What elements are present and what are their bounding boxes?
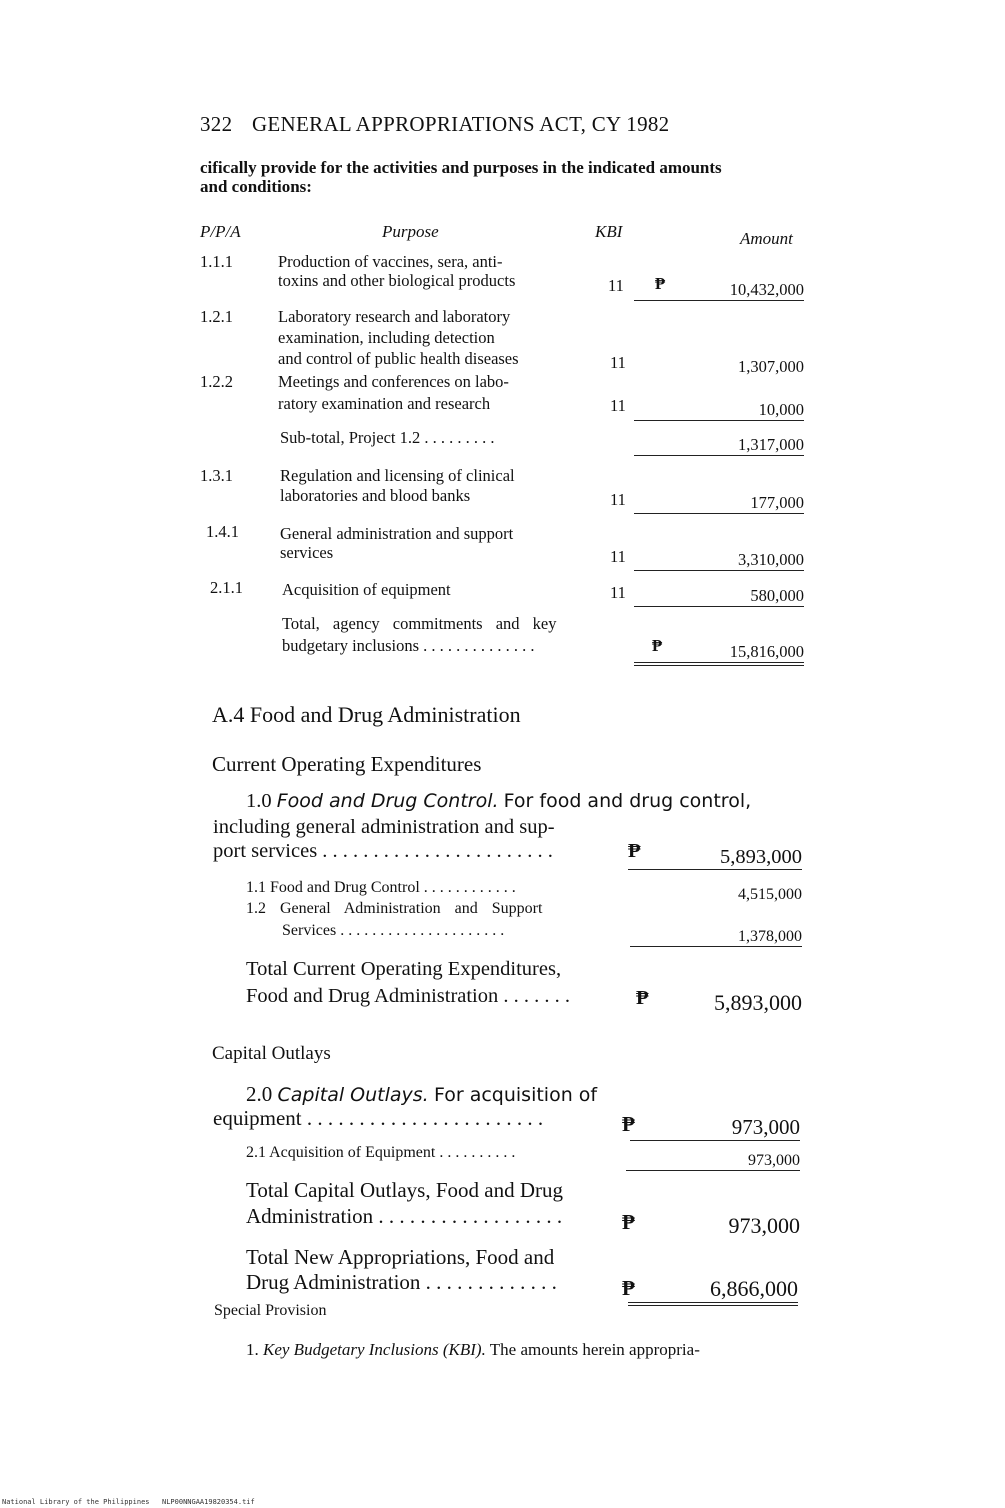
row-ppa: 1.2.2 bbox=[200, 372, 233, 391]
peso-sign: ₱ bbox=[636, 987, 649, 1009]
row-ppa: 1.1.1 bbox=[200, 252, 233, 271]
sub-2-1-amount: 973,000 bbox=[626, 1152, 800, 1171]
item-title: Food and Drug Control. bbox=[276, 790, 499, 812]
row-ppa: 2.1.1 bbox=[210, 578, 243, 597]
sub-1-2-label: 1.2 General Administration and Support bbox=[246, 900, 543, 917]
row-amount: 177,000 bbox=[634, 493, 804, 514]
subtotal-amount: 1,317,000 bbox=[634, 435, 804, 456]
item-2-line-2: equipment . . . . . . . . . . . . . . . . . . . . . . . bbox=[213, 1106, 544, 1130]
row-amount: 3,310,000 bbox=[634, 550, 804, 571]
row-purpose-line: ratory examination and research bbox=[278, 394, 491, 413]
row-ppa: 1.4.1 bbox=[206, 522, 239, 541]
capital-heading: Capital Outlays bbox=[212, 1043, 331, 1064]
item-number: 2.0 bbox=[246, 1082, 273, 1106]
total-amount: 15,816,000 bbox=[634, 642, 804, 666]
section-title: A.4 Food and Drug Administration bbox=[212, 702, 521, 727]
row-purpose-line: and control of public health diseases bbox=[278, 349, 519, 368]
item-text: The amounts herein appropria- bbox=[489, 1340, 700, 1359]
special-provision-heading: Special Provision bbox=[214, 1302, 327, 1319]
total-current-label: Food and Drug Administration . . . . . . . bbox=[246, 985, 571, 1007]
total-current-amount: 5,893,000 bbox=[714, 990, 802, 1015]
peso-sign: ₱ bbox=[628, 840, 641, 862]
item-number: 1. bbox=[246, 1340, 259, 1359]
row-kbi: 11 bbox=[610, 583, 626, 602]
page-header bbox=[200, 112, 670, 137]
sub-1-2-amount: 1,378,000 bbox=[630, 928, 802, 947]
row-purpose-line: services bbox=[280, 543, 334, 562]
item-1-line-2: including general administration and sup- bbox=[213, 816, 555, 838]
item-title: Key Budgetary Inclusions (KBI). bbox=[263, 1340, 486, 1359]
total-current-label: Total Current Operating Expenditures, bbox=[246, 958, 562, 980]
intro-line-1: cifically provide for the activities and purposes in the indicated amounts bbox=[200, 158, 722, 177]
item-1-amount: 5,893,000 bbox=[628, 846, 802, 870]
peso-sign: ₱ bbox=[652, 636, 663, 655]
row-purpose-line: laboratories and blood banks bbox=[280, 486, 471, 505]
current-heading: Current Operating Expenditures bbox=[212, 752, 482, 776]
sub-1-1-label: 1.1 Food and Drug Control . . . . . . . . . . . . bbox=[246, 879, 516, 896]
row-kbi: 11 bbox=[610, 547, 626, 566]
row-kbi: 11 bbox=[610, 396, 626, 415]
header-amount: Amount bbox=[740, 229, 793, 248]
row-ppa: 1.2.1 bbox=[200, 307, 233, 326]
row-kbi: 11 bbox=[610, 490, 626, 509]
header-kbi: KBI bbox=[595, 222, 623, 241]
intro-line-2: and conditions: bbox=[200, 177, 312, 196]
total-label-line bbox=[282, 614, 627, 634]
total-capital-amount: 973,000 bbox=[728, 1213, 800, 1238]
row-purpose-line: Production of vaccines, sera, anti- bbox=[278, 252, 503, 271]
grand-total-label: Total New Appropriations, Food and bbox=[246, 1245, 555, 1269]
item-title: Capital Outlays. bbox=[277, 1084, 429, 1106]
row-kbi: 11 bbox=[608, 276, 624, 295]
document-title: GENERAL APPROPRIATIONS ACT, CY 1982 bbox=[251, 112, 670, 136]
header-ppa: P/P/A bbox=[200, 222, 241, 241]
total-label-text: Total, agency commitments and key bbox=[282, 614, 557, 633]
row-purpose-line: Acquisition of equipment bbox=[282, 580, 451, 599]
item-number: 1.0 bbox=[246, 790, 272, 812]
header-purpose: Purpose bbox=[382, 222, 439, 241]
item-desc: For acquisition of bbox=[433, 1084, 598, 1106]
peso-sign: ₱ bbox=[622, 1210, 635, 1234]
subtotal-label: Sub-total, Project 1.2 . . . . . . . . . bbox=[280, 428, 495, 447]
sub-1-2-label: Services . . . . . . . . . . . . . . . . . . . . . bbox=[282, 922, 505, 939]
footer-file-id: NLP00NNGAA19820354.tif bbox=[162, 1498, 255, 1506]
item-desc: For food and drug control, bbox=[503, 790, 752, 812]
total-label-line: budgetary inclusions . . . . . . . . . . . . . . bbox=[282, 636, 535, 655]
peso-sign: ₱ bbox=[622, 1276, 635, 1300]
row-purpose-line: Regulation and licensing of clinical bbox=[280, 466, 515, 485]
grand-total-amount: 6,866,000 bbox=[628, 1276, 798, 1306]
item-1-line-1 bbox=[246, 790, 751, 813]
peso-sign: ₱ bbox=[655, 274, 666, 293]
sub-2-1-label: 2.1 Acquisition of Equipment . . . . . . . . . . bbox=[246, 1144, 516, 1161]
row-purpose-line: Meetings and conferences on labo- bbox=[278, 372, 509, 391]
row-amount: 580,000 bbox=[634, 586, 804, 607]
row-amount: 10,432,000 bbox=[634, 280, 804, 301]
item-1-line-3: port services . . . . . . . . . . . . . . . . . . . . . . . bbox=[213, 840, 553, 862]
grand-total-label: Drug Administration . . . . . . . . . . . . . bbox=[246, 1270, 557, 1294]
sub-1-1-amount: 4,515,000 bbox=[738, 886, 802, 903]
row-amount: 1,307,000 bbox=[738, 357, 804, 376]
item-2-amount: 973,000 bbox=[630, 1115, 800, 1141]
row-purpose-line: examination, including detection bbox=[278, 328, 495, 347]
total-capital-label: Administration . . . . . . . . . . . . . . . . . . bbox=[246, 1204, 563, 1228]
footer-library: National Library of the Philippines bbox=[2, 1498, 150, 1506]
row-ppa: 1.3.1 bbox=[200, 466, 233, 485]
item-2-line-1 bbox=[246, 1082, 597, 1107]
row-purpose-line: Laboratory research and laboratory bbox=[278, 307, 511, 326]
row-purpose-line: General administration and support bbox=[280, 524, 514, 543]
peso-sign: ₱ bbox=[622, 1112, 635, 1136]
special-provision-item bbox=[246, 1340, 700, 1360]
row-amount: 10,000 bbox=[634, 400, 804, 421]
total-capital-label: Total Capital Outlays, Food and Drug bbox=[246, 1178, 563, 1202]
row-purpose-line: toxins and other biological products bbox=[278, 271, 516, 290]
page-number: 322 bbox=[200, 112, 233, 136]
row-kbi: 11 bbox=[610, 353, 626, 372]
